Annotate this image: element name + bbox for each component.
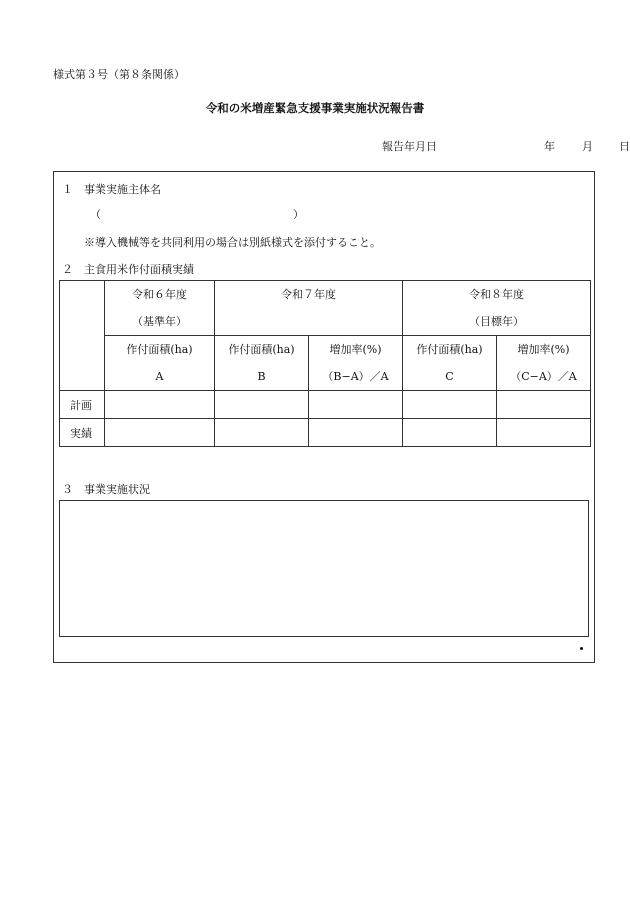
form-number: 様式第３号（第８条関係） — [53, 68, 185, 81]
col-header-rate-b-title: 増加率(%) — [329, 343, 382, 356]
section2-heading: ２ 主食用米作付面積実績 — [62, 263, 194, 276]
shared-use-note: ※導入機械等を共同利用の場合は別紙様式を添付すること。 — [84, 236, 381, 249]
actual-cell-rate-c[interactable] — [497, 419, 591, 447]
row-label-actual: 実績 — [60, 419, 105, 447]
report-date-month-input[interactable]: 月 — [582, 140, 593, 153]
header-r6-year: 令和６年度 — [132, 288, 187, 301]
table-row-plan — [60, 391, 591, 419]
report-date-row — [382, 138, 630, 154]
end-mark — [580, 647, 583, 650]
col-header-a-title: 作付面積(ha) — [126, 343, 193, 356]
entity-name-paren-close: ） — [293, 208, 304, 221]
col-header-rate-c-title: 増加率(%) — [517, 343, 570, 356]
plan-cell-a[interactable] — [105, 391, 215, 419]
report-date-day-input[interactable]: 日 — [619, 140, 630, 153]
implementation-status-box[interactable] — [59, 500, 589, 637]
col-header-rate-c-formula: （C−A）／A — [510, 370, 577, 383]
actual-cell-c[interactable] — [403, 419, 497, 447]
col-header-rate-c — [497, 336, 591, 391]
col-header-c-symbol: C — [445, 370, 454, 383]
planted-area-table — [59, 280, 591, 447]
col-header-rate-b — [309, 336, 403, 391]
plan-cell-rate-c[interactable] — [497, 391, 591, 419]
section3-heading: ３ 事業実施状況 — [62, 483, 150, 496]
col-header-a-symbol: A — [155, 370, 164, 383]
col-header-c — [403, 336, 497, 391]
header-r6 — [105, 281, 215, 336]
header-r8 — [403, 281, 591, 336]
table-row-actual — [60, 419, 591, 447]
row-label-plan: 計画 — [60, 391, 105, 419]
actual-cell-a[interactable] — [105, 419, 215, 447]
header-r6-note: （基準年） — [132, 315, 187, 328]
plan-cell-c[interactable] — [403, 391, 497, 419]
plan-cell-b[interactable] — [215, 391, 309, 419]
col-header-b-title: 作付面積(ha) — [228, 343, 295, 356]
header-r8-year: 令和８年度 — [469, 288, 524, 301]
entity-name-field[interactable] — [104, 204, 290, 220]
col-header-rate-b-formula: （B−A）／A — [322, 370, 389, 383]
document-title: 令和の米増産緊急支援事業実施状況報告書 — [205, 101, 425, 115]
col-header-c-title: 作付面積(ha) — [416, 343, 483, 356]
section1-heading: １ 事業実施主体名 — [62, 183, 161, 196]
plan-cell-rate-b[interactable] — [309, 391, 403, 419]
col-header-b — [215, 336, 309, 391]
header-r8-note: （目標年） — [469, 315, 524, 328]
header-r7 — [215, 281, 403, 336]
actual-cell-b[interactable] — [215, 419, 309, 447]
report-date-label: 報告年月日 — [382, 140, 437, 153]
table-corner-cell — [60, 281, 105, 391]
col-header-b-symbol: B — [257, 370, 266, 383]
col-header-a — [105, 336, 215, 391]
entity-name-paren-open: （ — [90, 208, 101, 221]
actual-cell-rate-b[interactable] — [309, 419, 403, 447]
report-date-year-input[interactable]: 年 — [544, 140, 555, 153]
header-r7-year: 令和７年度 — [281, 288, 336, 301]
